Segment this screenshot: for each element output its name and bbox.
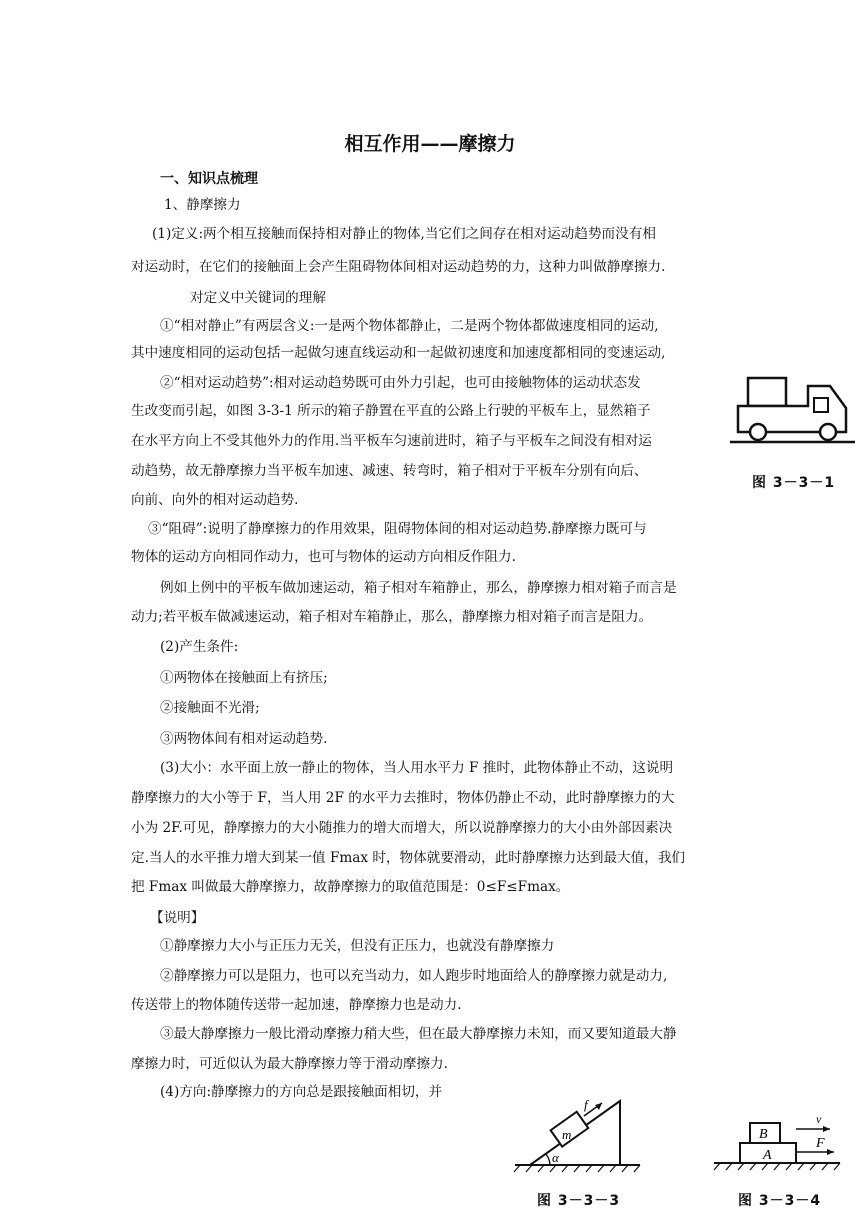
friction-label: f (584, 1097, 588, 1112)
figure-caption: 图 3－3－4 (738, 1193, 822, 1209)
figure-caption: 图 3－3－1 (752, 475, 836, 491)
block-a-label: A (763, 1148, 772, 1163)
keyword-paragraph-line: ①“相对静止”有两层含义:一是两个物体都静止，二是两个物体都做速度相同的运动, (160, 318, 659, 334)
section-heading: 一、知识点梳理 (160, 171, 258, 187)
keyword-paragraph-line: 物体的运动方向相同作动力，也可与物体的运动方向相反作阻力. (131, 549, 516, 565)
keyword-paragraph-line: 在水平方向上不受其他外力的作用.当平板车匀速前进时，箱子与平板车之间没有相对运 (131, 433, 652, 449)
mass-label: m (562, 1127, 572, 1142)
stacked-blocks-figure (712, 1105, 842, 1175)
definition-line: 对运动时，在它们的接触面上会产生阻碍物体间相对运动趋势的力，这种力叫做静摩擦力. (131, 259, 666, 275)
note-heading: 【说明】 (150, 910, 205, 926)
keyword-paragraph-line: ③“阻碍”:说明了静摩擦力的作用效果，阻碍物体间的相对运动趋势.静摩擦力既可与 (148, 521, 647, 537)
truck-window (814, 398, 828, 412)
keyword-paragraph-line: 向前、向外的相对运动趋势. (131, 492, 299, 508)
note-item: 摩擦力时，可近似认为最大静摩擦力等于滑动摩擦力. (131, 1056, 448, 1072)
direction-line: (4)方向:静摩擦力的方向总是跟接触面相切，并 (160, 1084, 443, 1100)
box (748, 378, 786, 406)
note-item: ②静摩擦力可以是阻力，也可以充当动力，如人跑步时地面给人的静摩擦力就是动力, (160, 968, 668, 984)
condition-item: ②接触面不光滑; (160, 700, 260, 716)
note-item: ①静摩擦力大小与正压力无关，但没有正压力，也就没有静摩擦力 (160, 938, 555, 954)
condition-item: ①两物体在接触面上有挤压; (160, 670, 328, 686)
angle-label: α (552, 1150, 559, 1165)
size-paragraph-line: 把 Fmax 叫做最大静摩擦力，故静摩擦力的取值范围是：0≤F≤Fmax。 (131, 879, 570, 895)
ground-hatch (514, 1165, 640, 1172)
keyword-paragraph-line: 生改变而引起，如图 3-3-1 所示的箱子静置在平直的公路上行驶的平板车上，显然箱子 (131, 403, 651, 419)
size-paragraph-line: (3)大小：水平面上放一静止的物体，当人用水平力 F 推时，此物体静止不动，这说明 (160, 760, 674, 776)
subsection-heading: 1、静摩擦力 (164, 197, 241, 213)
example-line: 动力;若平板车做减速运动，箱子相对车箱静止，那么，静摩擦力相对箱子而言是阻力。 (131, 609, 653, 625)
truck-figure (730, 370, 855, 450)
wheel (750, 424, 766, 440)
condition-item: ③两物体间有相对运动趋势. (160, 731, 328, 747)
example-line: 例如上例中的平板车做加速运动，箱子相对车箱静止，那么，静摩擦力相对箱子而言是 (160, 580, 677, 596)
force-label: F (816, 1136, 825, 1151)
wheel (820, 424, 836, 440)
size-paragraph-line: 小为 2F.可见，静摩擦力的大小随推力的增大而增大，所以说静摩擦力的大小由外部因素决 (131, 820, 673, 836)
velocity-label: v (816, 1112, 822, 1126)
ground-hatch (714, 1163, 840, 1170)
definition-line: (1)定义:两个相互接触而保持相对静止的物体,当它们之间存在相对运动趋势而没有相 (152, 226, 656, 242)
block-b-label: B (759, 1127, 768, 1142)
note-item: ③最大静摩擦力一般比滑动摩擦力稍大些，但在最大静摩擦力未知，而又要知道最大静 (160, 1026, 677, 1042)
keyword-paragraph-line: 其中速度相同的运动包括一起做匀速直线运动和一起做初速度和加速度都相同的变速运动, (131, 345, 666, 361)
condition-heading: (2)产生条件: (160, 639, 239, 655)
incline-figure (510, 1095, 645, 1175)
note-item: 传送带上的物体随传送带一起加速，静摩擦力也是动力. (131, 997, 462, 1013)
keyword-paragraph-line: ②“相对运动趋势”:相对运动趋势既可由外力引起，也可由接触物体的运动状态发 (160, 375, 641, 391)
size-paragraph-line: 定.当人的水平推力增大到某一值 Fmax 时，物体就要滑动，此时静摩擦力达到最大值，我们 (131, 850, 686, 866)
size-paragraph-line: 静摩擦力的大小等于 F，当人用 2F 的水平力去推时，物体仍静止不动，此时静摩擦力的大 (131, 790, 675, 806)
figure-caption: 图 3－3－3 (537, 1193, 621, 1209)
keyword-paragraph-line: 动趋势，故无静摩擦力当平板车加速、减速、转弯时，箱子相对于平板车分别有向后、 (131, 463, 648, 479)
page-title: 相互作用——摩擦力 (344, 133, 516, 155)
keywords-heading: 对定义中关键词的理解 (190, 290, 326, 306)
